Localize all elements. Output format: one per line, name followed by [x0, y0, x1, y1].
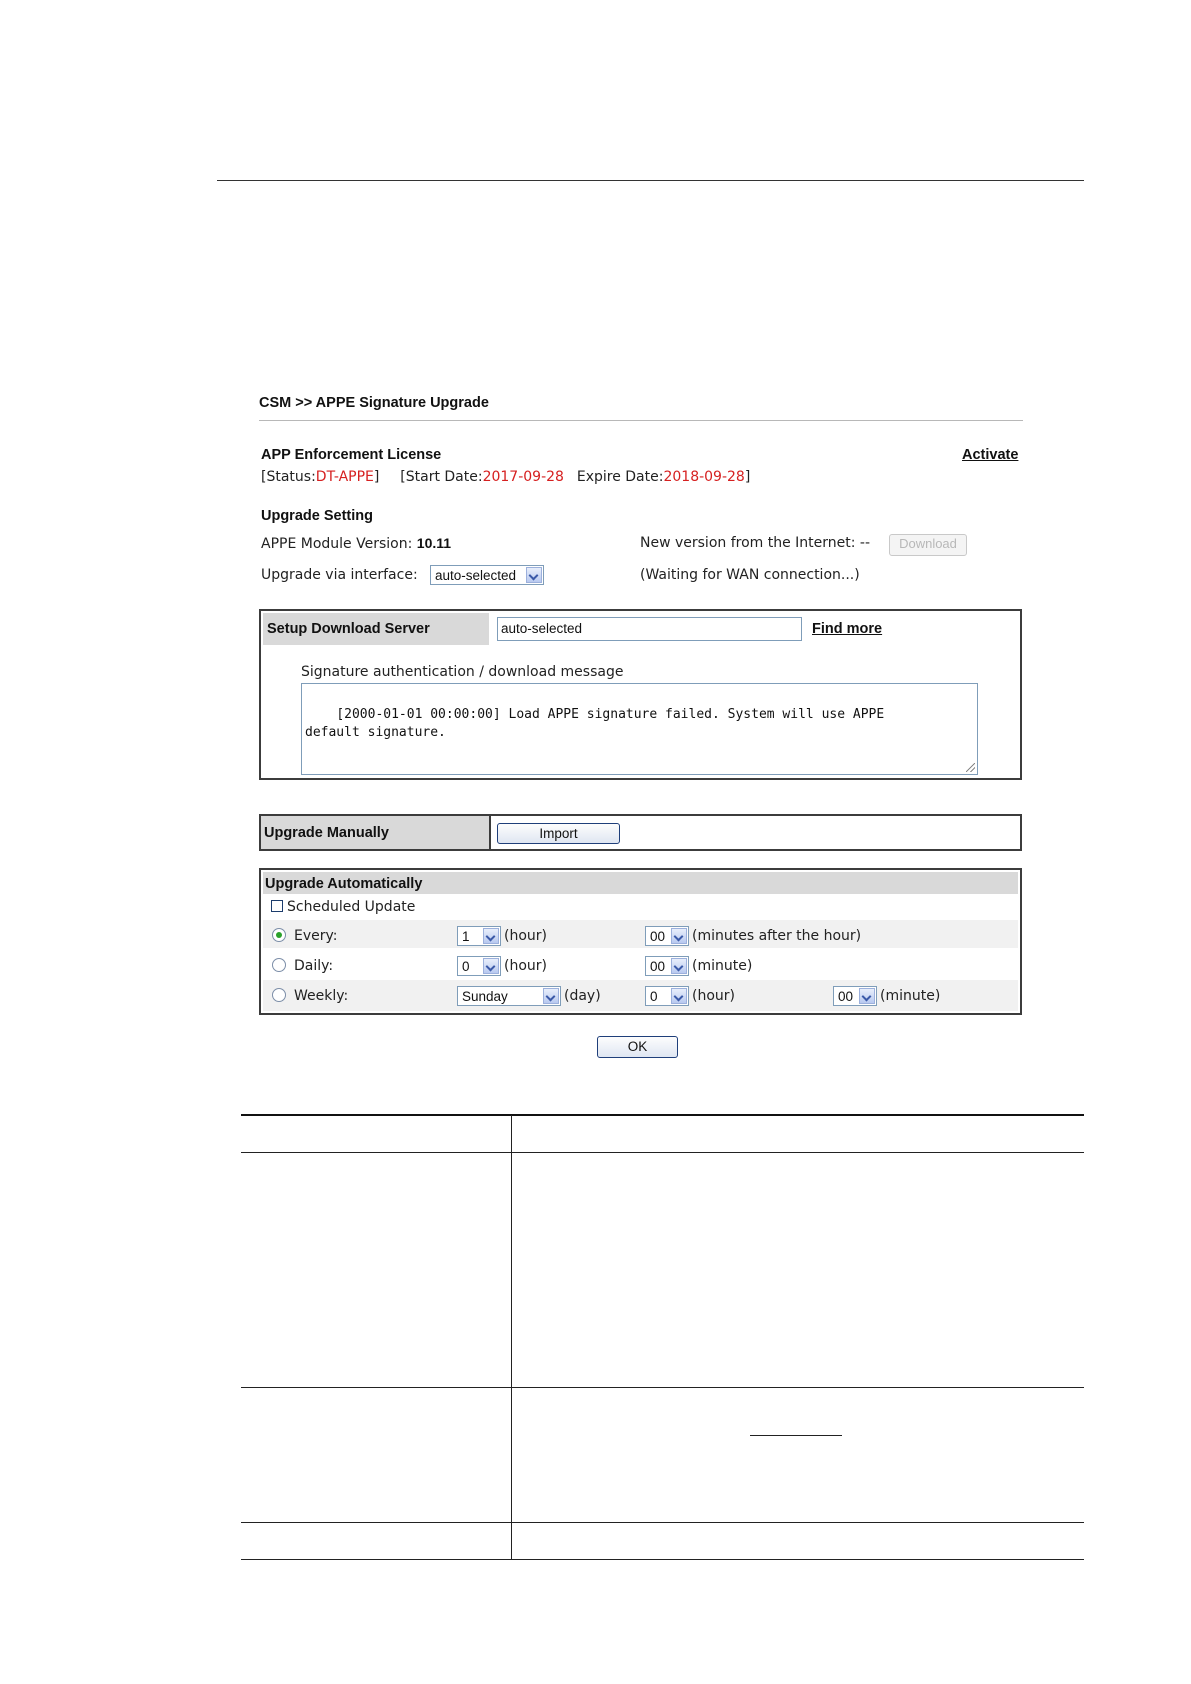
table-row-rule [241, 1522, 1084, 1523]
daily-minute-value: 00 [650, 959, 666, 974]
waiting-text: (Waiting for WAN connection...) [640, 567, 860, 583]
chevron-down-icon [671, 988, 687, 1004]
page-top-rule [217, 180, 1084, 181]
chevron-down-icon [671, 928, 687, 944]
upgrade-auto-header [263, 872, 1018, 894]
daily-label: Daily: [294, 958, 334, 974]
every-hour-unit: (hour) [504, 928, 547, 944]
start-date-prefix: [Start Date: [400, 469, 483, 485]
daily-hour-select[interactable] [457, 956, 501, 976]
upgrade-auto-title: Upgrade Automatically [265, 876, 423, 892]
status-suffix: ] [373, 469, 380, 485]
expire-date-value: 2018-09-28 [663, 469, 745, 485]
daily-minute-unit: (minute) [692, 958, 753, 974]
weekly-day-unit: (day) [564, 988, 601, 1004]
message-text: [2000-01-01 00:00:00] Load APPE signature failed. System will use APPE default signature. [305, 707, 885, 740]
upgrade-setting-title: Upgrade Setting [261, 508, 373, 524]
chevron-down-icon [483, 928, 499, 944]
message-label: Signature authentication / download message [301, 664, 624, 680]
message-textarea[interactable] [301, 683, 978, 775]
new-version-label: New version from the Internet: -- [640, 535, 871, 551]
every-row [263, 920, 1018, 948]
table-bottom-rule [241, 1559, 1084, 1560]
table-top-rule [241, 1114, 1084, 1116]
download-button[interactable]: Download [889, 534, 967, 556]
weekly-radio[interactable] [272, 988, 286, 1002]
title-divider [259, 420, 1023, 421]
module-version-row [261, 535, 451, 552]
license-title: APP Enforcement License [261, 447, 442, 463]
weekly-minute-select[interactable] [833, 986, 877, 1006]
daily-minute-select[interactable] [645, 956, 689, 976]
every-minute-unit: (minutes after the hour) [692, 928, 862, 944]
start-date-value: 2017-09-28 [482, 469, 564, 485]
daily-radio[interactable] [272, 958, 286, 972]
ok-button[interactable]: OK [597, 1036, 678, 1058]
weekly-day-value: Sunday [462, 989, 508, 1004]
chevron-down-icon [859, 988, 875, 1004]
module-version-value: 10.11 [416, 535, 452, 551]
daily-hour-unit: (hour) [504, 958, 547, 974]
download-server-label: Setup Download Server [267, 621, 430, 637]
chevron-down-icon [543, 988, 559, 1004]
status-value: DT-APPE [315, 469, 374, 485]
chevron-down-icon [526, 567, 542, 583]
expire-date-suffix: ] [744, 469, 751, 485]
interface-select[interactable] [430, 565, 544, 585]
scheduled-update-label: Scheduled Update [287, 899, 416, 915]
upgrade-manually-header [261, 816, 491, 849]
chevron-down-icon [483, 958, 499, 974]
every-hour-value: 1 [462, 929, 470, 944]
every-minute-value: 00 [650, 929, 666, 944]
weekly-day-select[interactable] [457, 986, 561, 1006]
weekly-label: Weekly: [294, 988, 349, 1004]
every-hour-select[interactable] [457, 926, 501, 946]
download-server-panel [259, 609, 1022, 780]
table-header-rule [241, 1152, 1084, 1153]
breadcrumb: CSM >> APPE Signature Upgrade [259, 395, 489, 411]
activate-link[interactable]: Activate [962, 447, 1019, 463]
resize-grip-icon[interactable] [966, 763, 975, 772]
download-server-input[interactable]: auto-selected [497, 617, 802, 641]
weekly-hour-select[interactable] [645, 986, 689, 1006]
expire-date-prefix: Expire Date: [576, 469, 664, 485]
every-radio[interactable] [272, 928, 286, 942]
table-inline-underline [750, 1435, 842, 1436]
download-server-header [263, 613, 489, 645]
chevron-down-icon [671, 958, 687, 974]
weekly-minute-value: 00 [838, 989, 854, 1004]
upgrade-manually-label: Upgrade Manually [264, 825, 389, 841]
weekly-minute-unit: (minute) [880, 988, 941, 1004]
import-button[interactable]: Import [497, 823, 620, 844]
table-row-rule [241, 1387, 1084, 1388]
find-more-link[interactable]: Find more [812, 621, 883, 637]
scheduled-update-checkbox[interactable] [271, 900, 283, 912]
every-minute-select[interactable] [645, 926, 689, 946]
table-column-divider [511, 1115, 512, 1560]
interface-select-value: auto-selected [435, 568, 517, 583]
upgrade-manually-panel [259, 814, 1022, 851]
interface-label: Upgrade via interface: [261, 567, 418, 583]
daily-hour-value: 0 [462, 959, 470, 974]
module-version-label: APPE Module Version: [261, 536, 413, 552]
weekly-hour-unit: (hour) [692, 988, 735, 1004]
license-status-line [261, 469, 750, 485]
weekly-hour-value: 0 [650, 989, 658, 1004]
status-prefix: [Status: [261, 469, 316, 485]
every-label: Every: [294, 928, 338, 944]
upgrade-auto-panel [259, 868, 1022, 1015]
